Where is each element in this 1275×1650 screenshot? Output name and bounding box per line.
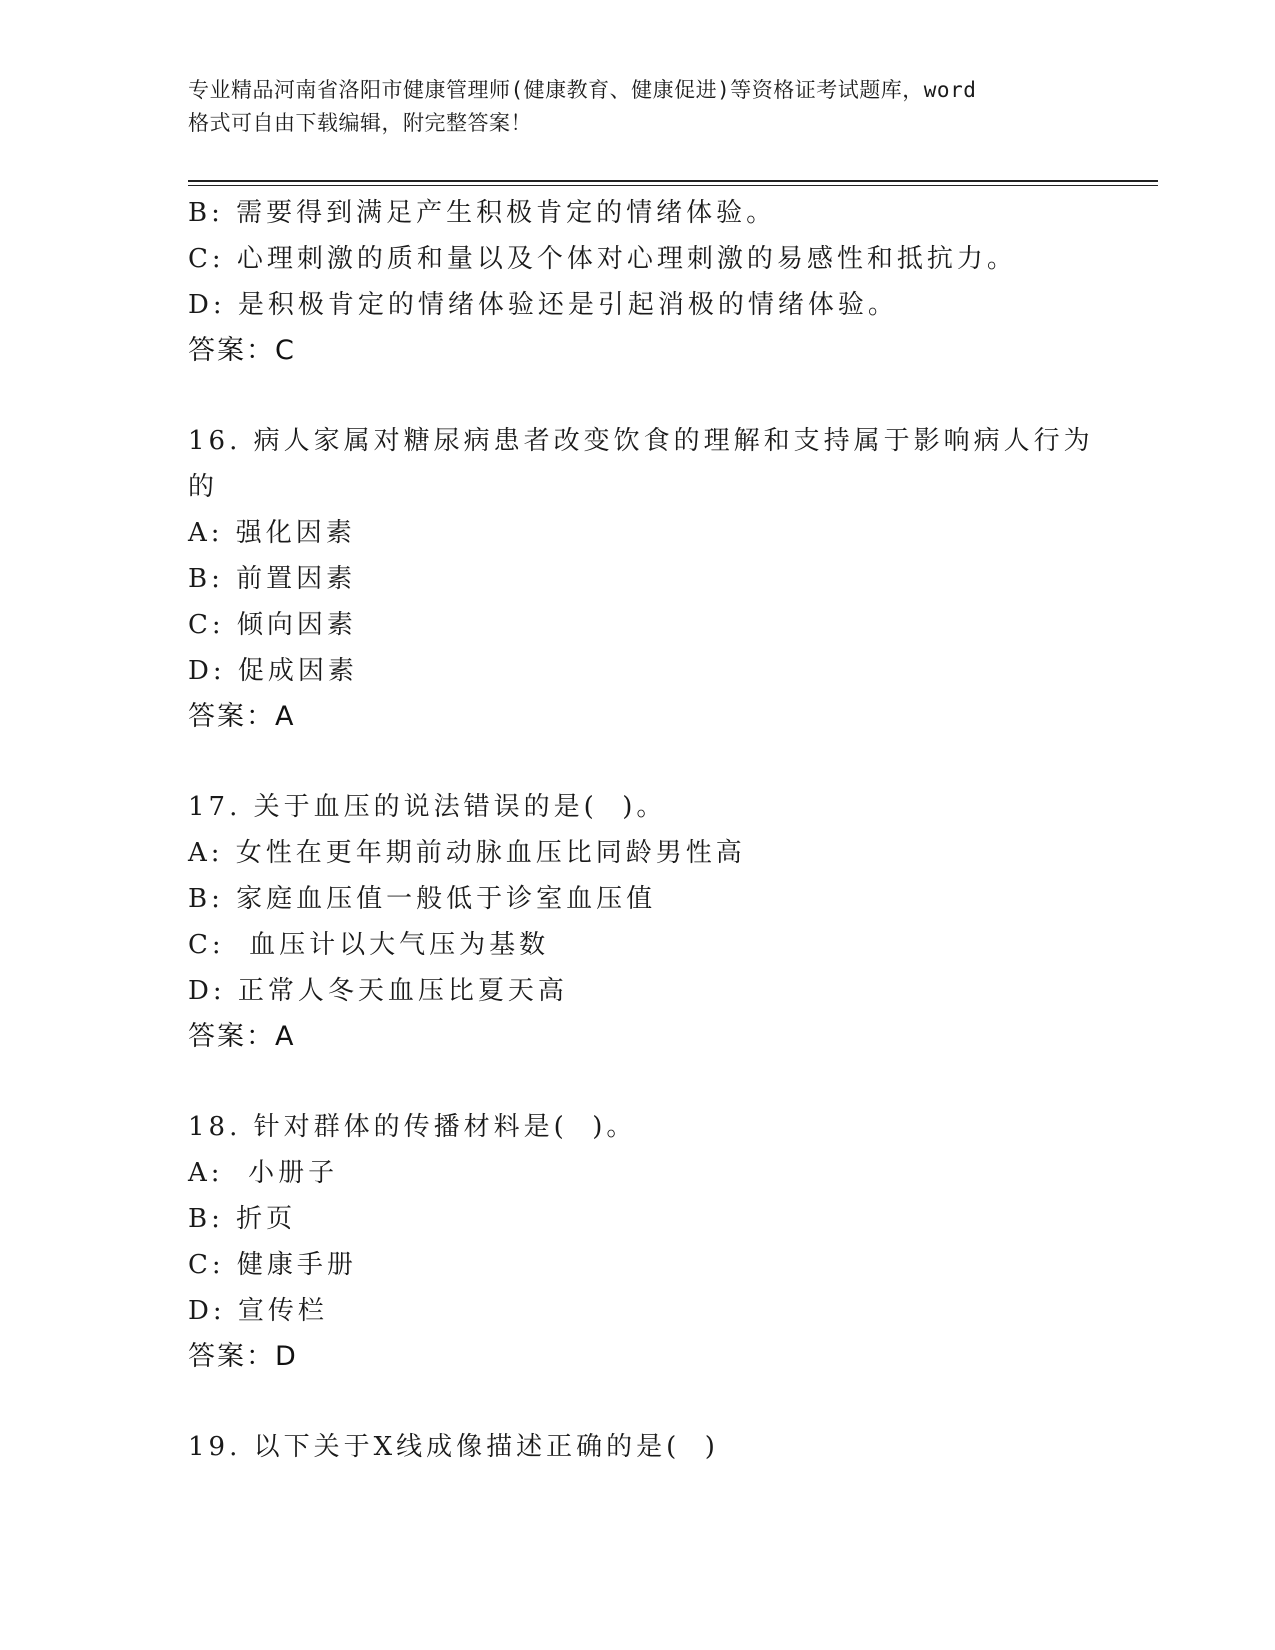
answer: 答案：A	[188, 1021, 296, 1052]
question-text: 17. 关于血压的说法错误的是( )。	[188, 792, 667, 822]
header-line-1: 专业精品河南省洛阳市健康管理师(健康教育、健康促进)等资格证考试题库，word	[188, 78, 977, 102]
option-d: D: 宣传栏	[188, 1296, 328, 1326]
question-text-line-1: 16. 病人家属对糖尿病患者改变饮食的理解和支持属于影响病人行为	[188, 426, 1094, 456]
option-b: B: 家庭血压值一般低于诊室血压值	[188, 884, 657, 914]
option-d: D: 正常人冬天血压比夏天高	[188, 976, 568, 1006]
answer: 答案：C	[188, 335, 296, 366]
question-block-15	[188, 190, 1088, 374]
question-content	[188, 190, 1094, 1470]
header-rule-thin	[188, 185, 1158, 186]
option-a: A: 女性在更年期前动脉血压比同龄男性高	[188, 838, 746, 868]
option-c: C: 血压计以大气压为基数	[188, 930, 550, 960]
option-c: C: 倾向因素	[188, 610, 357, 640]
option-d: D: 是积极肯定的情绪体验还是引起消极的情绪体验。	[188, 290, 898, 320]
question-block-16	[188, 418, 1094, 740]
option-c: C: 心理刺激的质和量以及个体对心理刺激的易感性和抵抗力。	[188, 244, 1017, 274]
option-d: D: 促成因素	[188, 656, 358, 686]
document-header	[188, 74, 1088, 140]
header-rule-thick	[188, 180, 1158, 182]
question-block-19	[188, 1424, 1088, 1470]
question-block-17	[188, 784, 1088, 1060]
question-block-18	[188, 1104, 1088, 1380]
question-text: 18. 针对群体的传播材料是( )。	[188, 1112, 637, 1142]
option-b: B: 折页	[188, 1204, 297, 1234]
option-a: A: 强化因素	[188, 518, 356, 548]
option-c: C: 健康手册	[188, 1250, 357, 1280]
option-a: A: 小册子	[188, 1158, 339, 1188]
spacer	[188, 374, 1088, 418]
spacer	[188, 1380, 1088, 1424]
option-b: B: 前置因素	[188, 564, 357, 594]
option-b: B: 需要得到满足产生积极肯定的情绪体验。	[188, 198, 777, 228]
question-text-line-2: 的	[188, 472, 219, 502]
spacer	[188, 1060, 1088, 1104]
answer: 答案：D	[188, 1341, 298, 1372]
question-text: 19. 以下关于X线成像描述正确的是( )	[188, 1432, 719, 1462]
header-line-2: 格式可自由下载编辑，附完整答案！	[188, 111, 532, 135]
answer: 答案：A	[188, 701, 296, 732]
spacer	[188, 740, 1088, 784]
